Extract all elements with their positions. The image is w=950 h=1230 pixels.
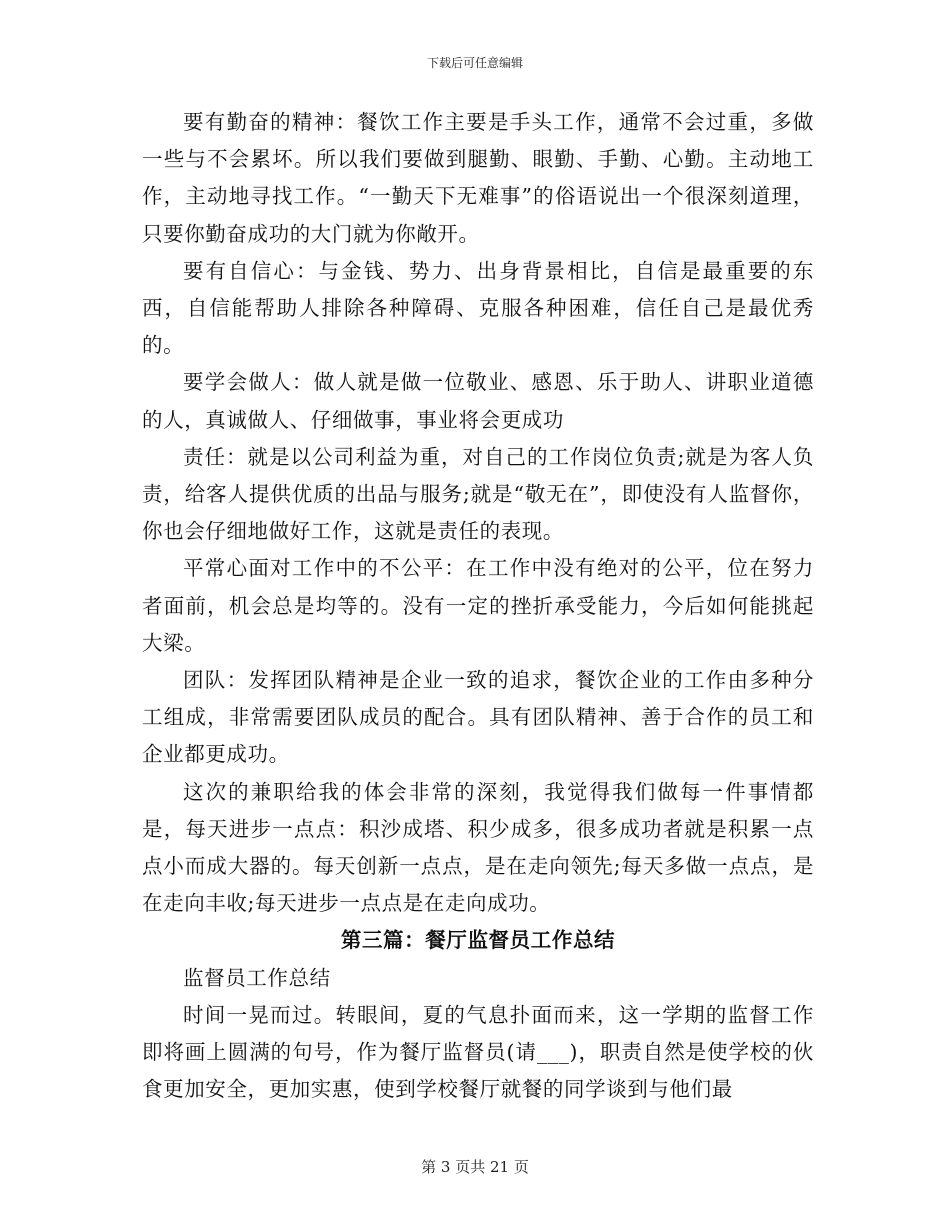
paragraph: 要有勤奋的精神：餐饮工作主要是手头工作，通常不会过重，多做一些与不会累坏。所以我们要做到腿勤、眼勤、手勤、心勤。主动地工作，主动地寻找工作。“一勤天下无难事”的俗语说出一个很深刻道理，只要你勤奋成功的大门就为你敞开。 — [142, 110, 814, 246]
paragraph: 责任：就是以公司利益为重，对自己的工作岗位负责;就是为客人负责，给客人提供优质的出品与服务;就是“敬无在”，即使没有人监督你，你也会仔细地做好工作，这就是责任的表现。 — [142, 444, 814, 544]
page-footer: 第 3 页共 21 页 — [421, 1158, 529, 1176]
paragraph: 平常心面对工作中的不公平：在工作中没有绝对的公平，位在努力者面前，机会总是均等的。没有一定的挫折承受能力，今后如何能挑起大梁。 — [142, 556, 814, 655]
paragraph: 团队：发挥团队精神是企业一致的追求，餐饮企业的工作由多种分工组成，非常需要团队成员的配合。具有团队精神、善于合作的员工和企业都更成功。 — [142, 668, 814, 767]
document-body — [142, 104, 814, 1108]
section-heading: 第三篇：餐厅监督员工作总结 — [340, 928, 616, 953]
paragraph: 要有自信心：与金钱、势力、出身背景相比，自信是最重要的东西，自信能帮助人排除各种障碍、克服各种困难，信任自己是最优秀的。 — [142, 258, 814, 358]
paragraph: 这次的兼职给我的体会非常的深刻，我觉得我们做每一件事情都是，每天进步一点点：积沙成塔、积少成多，很多成功者就是积累一点点小而成大器的。每天创新一点点，是在走向领先;每天多做一点点，是在走向丰收;每天进步一点点是在走向成功。 — [142, 779, 814, 916]
page-header: 下载后可任意编辑 — [426, 56, 523, 70]
subheading: 监督员工作总结 — [183, 965, 331, 990]
paragraph: 时间一晃而过。转眼间，夏的气息扑面而来，这一学期的监督工作即将画上圆满的句号，作为餐厅监督员(请___)，职责自然是使学校的伙食更加安全，更加实惠，使到学校餐厅就餐的同学谈到与他们最 — [142, 1002, 814, 1102]
paragraph: 要学会做人：做人就是做一位敬业、感恩、乐于助人、讲职业道德的人，真诚做人、仔细做事，事业将会更成功 — [142, 370, 814, 432]
